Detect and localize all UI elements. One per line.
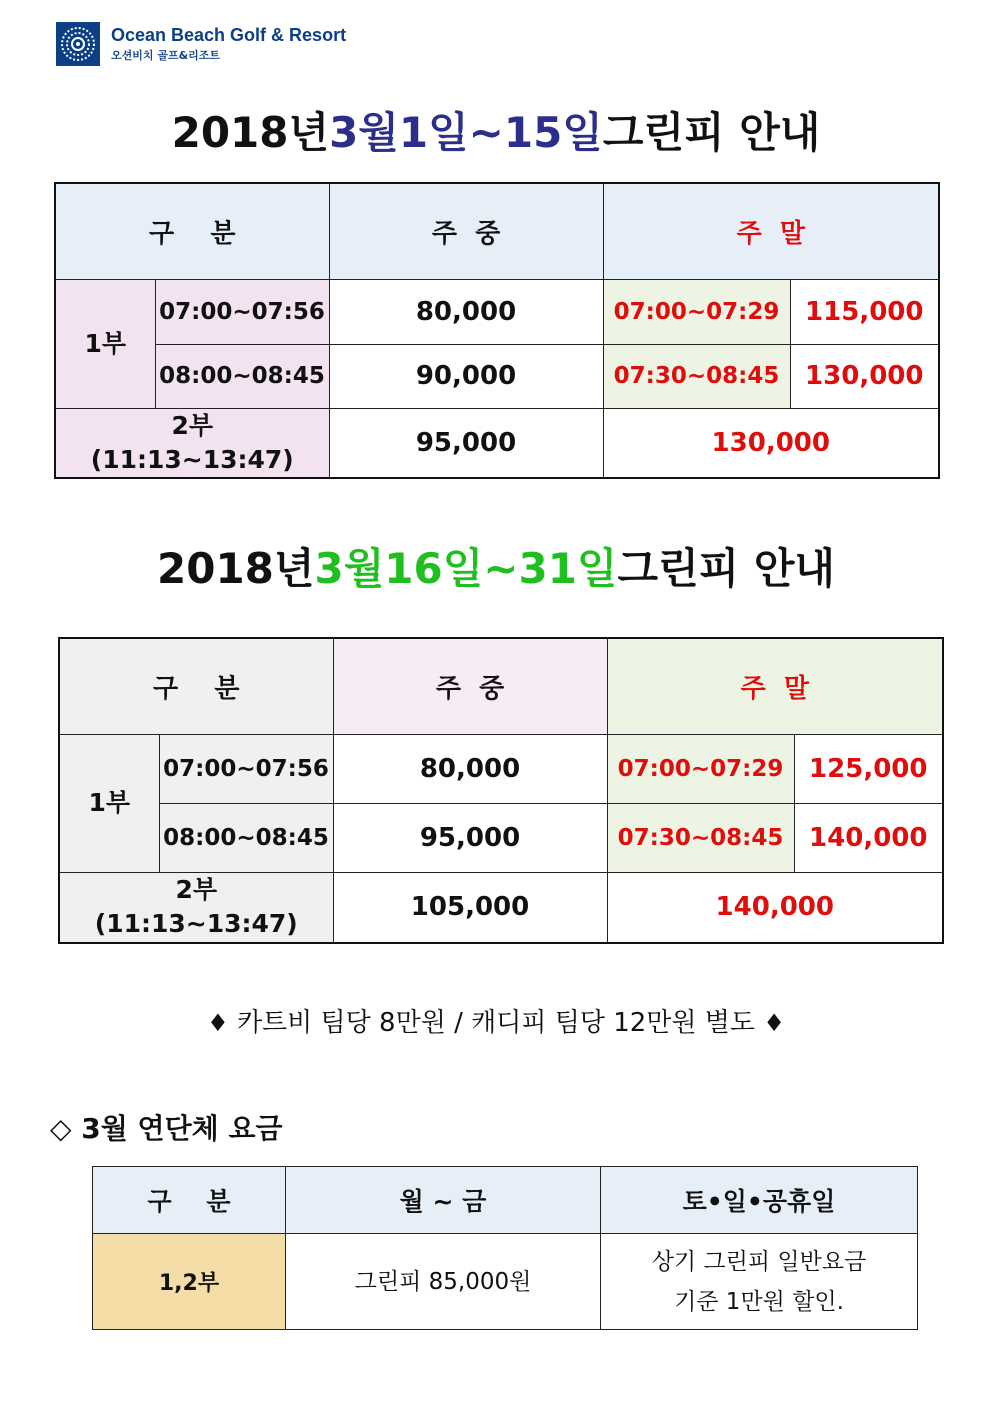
header-category: 구 분: [55, 183, 329, 279]
group-weekend-line1: 상기 그린피 일반요금: [651, 1248, 867, 1275]
group-weekday-fee: 그린피 85,000원: [286, 1234, 601, 1330]
group-rate-title: ◇ 3월 연단체 요금: [50, 1112, 283, 1145]
part2-time: (11:13~13:47): [90, 444, 294, 474]
note-text: 카트비 팀당 8만원 / 캐디피 팀당 12만원 별도: [236, 1008, 756, 1038]
header-category: 구 분: [59, 638, 333, 734]
group-header-weekend: 토•일•공휴일: [601, 1167, 918, 1234]
part2-weekday-fee: 95,000: [329, 408, 603, 478]
logo-subtitle: 오션비치 골프&리조트: [111, 49, 221, 62]
header-weekend: 주 말: [607, 638, 943, 734]
part2-time: (11:13~13:47): [94, 909, 298, 939]
weekend-fee-b: 140,000: [794, 803, 943, 872]
group-row-label: 1,2부: [93, 1234, 286, 1330]
weekend-fee-b: 130,000: [790, 344, 939, 408]
weekend-time-b: 07:30~08:45: [603, 344, 790, 408]
title1-year: 2018년: [171, 108, 330, 157]
header-weekday: 주 중: [329, 183, 603, 279]
weekend-time-a: 07:00~07:29: [607, 734, 794, 803]
title2-year: 2018년: [157, 544, 315, 593]
weekend-time-a: 07:00~07:29: [603, 279, 790, 344]
part1-time-a: 07:00~07:56: [159, 734, 333, 803]
logo: [56, 22, 356, 68]
logo-emblem-icon: [56, 22, 100, 66]
weekday-fee-a: 80,000: [333, 734, 607, 803]
part2-weekend-fee: 130,000: [603, 408, 939, 478]
part2-weekday-fee: 105,000: [333, 872, 607, 943]
group-weekend-fee: [601, 1234, 918, 1330]
group-header-category: 구 분: [93, 1167, 286, 1234]
part2-name: 2부: [175, 875, 218, 905]
title2-range: 3월16일~31일: [314, 544, 618, 593]
part1-label: 1부: [55, 279, 155, 408]
title-march-16-31: [0, 536, 992, 596]
group-header-weekday: 월 ~ 금: [286, 1167, 601, 1234]
part1-time-a: 07:00~07:56: [155, 279, 329, 344]
group-rate-table: [92, 1166, 918, 1330]
logo-name: Ocean Beach Golf & Resort: [111, 25, 347, 45]
title2-rest: 그린피 안내: [617, 544, 835, 593]
header-weekend: 주 말: [603, 183, 939, 279]
diamond-icon: ♦: [763, 1009, 785, 1037]
part2-weekend-fee: 140,000: [607, 872, 943, 943]
group-weekend-line2: 기준 1만원 할인.: [674, 1288, 844, 1315]
cart-caddie-note: [0, 1002, 992, 1039]
header-weekday: 주 중: [333, 638, 607, 734]
weekend-fee-a: 115,000: [790, 279, 939, 344]
weekend-fee-a: 125,000: [794, 734, 943, 803]
greenfee-table-1: [54, 182, 940, 479]
title1-rest: 그린피 안내: [602, 108, 821, 157]
part2-label: [55, 408, 329, 478]
part2-label: [59, 872, 333, 943]
title-march-1-15: [0, 100, 992, 160]
part1-label: 1부: [59, 734, 159, 872]
part2-name: 2부: [171, 410, 214, 440]
weekday-fee-a: 80,000: [329, 279, 603, 344]
weekend-time-b: 07:30~08:45: [607, 803, 794, 872]
weekday-fee-b: 90,000: [329, 344, 603, 408]
part1-time-b: 08:00~08:45: [155, 344, 329, 408]
part1-time-b: 08:00~08:45: [159, 803, 333, 872]
diamond-icon: ♦: [207, 1009, 229, 1037]
greenfee-table-2: [58, 637, 944, 944]
title1-range: 3월1일~15일: [329, 108, 603, 157]
weekday-fee-b: 95,000: [333, 803, 607, 872]
